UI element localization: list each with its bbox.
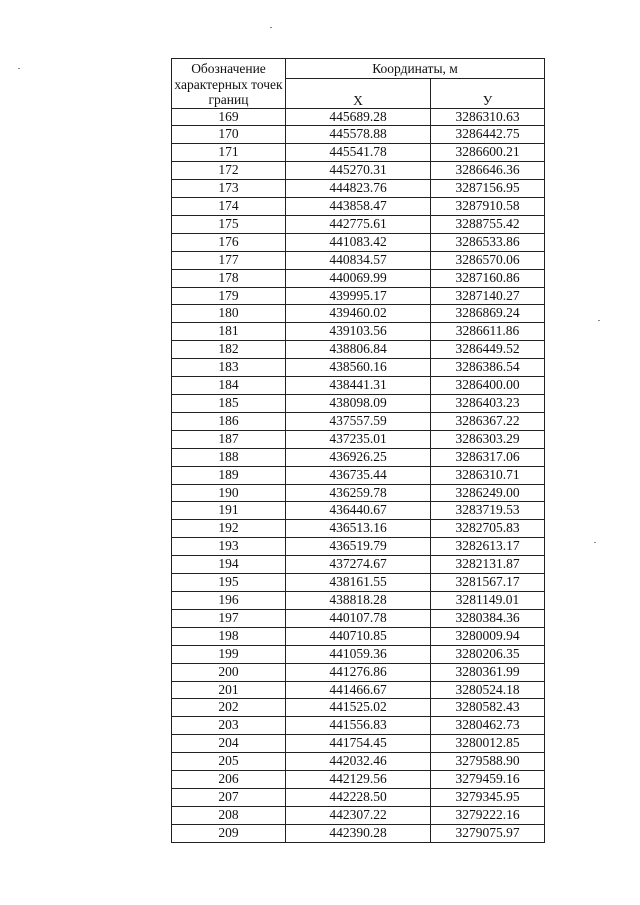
table-row [172,717,545,735]
table-row [172,502,545,520]
coord-x: 441525.02 [286,699,431,717]
point-number: 178 [172,269,286,287]
table-row [172,771,545,789]
table-row [172,108,545,126]
coord-y: 3282131.87 [431,556,545,574]
point-number: 193 [172,538,286,556]
coord-x: 439460.02 [286,305,431,323]
point-number: 184 [172,377,286,395]
coord-y: 3280206.35 [431,645,545,663]
point-number: 182 [172,341,286,359]
coord-x: 441083.42 [286,233,431,251]
coord-y: 3280462.73 [431,717,545,735]
coord-x: 445541.78 [286,144,431,162]
coord-x: 441556.83 [286,717,431,735]
table-row [172,520,545,538]
coord-x: 440710.85 [286,627,431,645]
table-row [172,484,545,502]
coord-y: 3281149.01 [431,591,545,609]
table-row [172,824,545,842]
point-number: 197 [172,609,286,627]
point-number: 195 [172,574,286,592]
coord-y: 3286600.21 [431,144,545,162]
point-number: 183 [172,359,286,377]
coord-y: 3280361.99 [431,663,545,681]
table-row [172,180,545,198]
coord-x: 442775.61 [286,215,431,233]
coord-x: 441276.86 [286,663,431,681]
table-row [172,144,545,162]
point-number: 204 [172,735,286,753]
table-row [172,556,545,574]
coord-x: 442390.28 [286,824,431,842]
table-row [172,287,545,305]
point-number: 181 [172,323,286,341]
coord-y: 3279222.16 [431,806,545,824]
header-point-label: Обозначение характерных точек границ [172,59,286,109]
coord-x: 438098.09 [286,395,431,413]
coord-y: 3279345.95 [431,788,545,806]
coord-x: 444823.76 [286,180,431,198]
table-row [172,448,545,466]
point-number: 203 [172,717,286,735]
point-number: 207 [172,788,286,806]
coord-x: 443858.47 [286,198,431,216]
table-row [172,538,545,556]
point-number: 192 [172,520,286,538]
coord-y: 3286310.71 [431,466,545,484]
coord-y: 3287156.95 [431,180,545,198]
coord-y: 3286449.52 [431,341,545,359]
table-row [172,609,545,627]
coord-x: 436926.25 [286,448,431,466]
table-row [172,251,545,269]
point-number: 205 [172,753,286,771]
coord-y: 3286533.86 [431,233,545,251]
table-row [172,681,545,699]
point-number: 174 [172,198,286,216]
point-number: 202 [172,699,286,717]
point-number: 196 [172,591,286,609]
coord-y: 3288755.42 [431,215,545,233]
coord-y: 3283719.53 [431,502,545,520]
table-row [172,359,545,377]
coord-x: 445270.31 [286,162,431,180]
coord-y: 3286403.23 [431,395,545,413]
point-number: 206 [172,771,286,789]
table-row [172,162,545,180]
coord-y: 3280524.18 [431,681,545,699]
point-number: 186 [172,412,286,430]
coord-y: 3281567.17 [431,574,545,592]
header-coordinates: Координаты, м [286,59,545,79]
coord-x: 437235.01 [286,430,431,448]
coord-x: 436735.44 [286,466,431,484]
boundary-coordinates-table [171,58,545,843]
coord-y: 3286386.54 [431,359,545,377]
table-row [172,126,545,144]
coord-y: 3279075.97 [431,824,545,842]
table-row [172,753,545,771]
coord-x: 441754.45 [286,735,431,753]
coord-x: 438806.84 [286,341,431,359]
point-number: 200 [172,663,286,681]
coord-y: 3286646.36 [431,162,545,180]
table-row [172,466,545,484]
table-row [172,412,545,430]
point-number: 191 [172,502,286,520]
coord-x: 440069.99 [286,269,431,287]
coord-y: 3280582.43 [431,699,545,717]
point-number: 179 [172,287,286,305]
table-row [172,663,545,681]
scan-speck [18,68,20,69]
point-number: 171 [172,144,286,162]
point-number: 177 [172,251,286,269]
coord-x: 441059.36 [286,645,431,663]
coord-y: 3287140.27 [431,287,545,305]
coord-x: 436513.16 [286,520,431,538]
table-row [172,574,545,592]
coord-y: 3282705.83 [431,520,545,538]
coord-x: 442129.56 [286,771,431,789]
point-number: 180 [172,305,286,323]
table-row [172,233,545,251]
coord-y: 3286317.06 [431,448,545,466]
point-number: 189 [172,466,286,484]
coord-x: 436259.78 [286,484,431,502]
coord-y: 3286442.75 [431,126,545,144]
table-row [172,305,545,323]
coord-y: 3280009.94 [431,627,545,645]
point-number: 185 [172,395,286,413]
coord-x: 436440.67 [286,502,431,520]
coord-x: 438161.55 [286,574,431,592]
table-row [172,215,545,233]
coord-x: 442032.46 [286,753,431,771]
table-row [172,627,545,645]
table-row [172,198,545,216]
coord-y: 3286869.24 [431,305,545,323]
header-row-group [172,59,545,79]
point-number: 190 [172,484,286,502]
coord-x: 439103.56 [286,323,431,341]
scan-speck [598,320,600,321]
coord-y: 3286303.29 [431,430,545,448]
coord-y: 3282613.17 [431,538,545,556]
scan-speck [270,27,272,28]
header-y: У [431,78,545,108]
coord-y: 3279459.16 [431,771,545,789]
coord-x: 445578.88 [286,126,431,144]
scan-speck [594,542,596,543]
point-number: 170 [172,126,286,144]
table-row [172,735,545,753]
table-row [172,323,545,341]
coord-y: 3286249.00 [431,484,545,502]
point-number: 173 [172,180,286,198]
coord-y: 3286367.22 [431,412,545,430]
table-row [172,430,545,448]
point-number: 175 [172,215,286,233]
table-row [172,645,545,663]
point-number: 188 [172,448,286,466]
coord-y: 3286310.63 [431,108,545,126]
coord-y: 3286611.86 [431,323,545,341]
point-number: 187 [172,430,286,448]
table-row [172,269,545,287]
coord-x: 438560.16 [286,359,431,377]
coord-x: 440107.78 [286,609,431,627]
coord-x: 436519.79 [286,538,431,556]
point-number: 199 [172,645,286,663]
table-body [172,108,545,842]
header-x: Х [286,78,431,108]
coord-x: 439995.17 [286,287,431,305]
point-number: 194 [172,556,286,574]
coord-y: 3287160.86 [431,269,545,287]
coord-x: 441466.67 [286,681,431,699]
coord-y: 3286400.00 [431,377,545,395]
point-number: 198 [172,627,286,645]
coord-x: 442228.50 [286,788,431,806]
coord-x: 437274.67 [286,556,431,574]
coord-y: 3286570.06 [431,251,545,269]
table-row [172,806,545,824]
coord-x: 440834.57 [286,251,431,269]
table-row [172,699,545,717]
table-row [172,377,545,395]
table-row [172,341,545,359]
point-number: 169 [172,108,286,126]
coord-x: 438818.28 [286,591,431,609]
coord-y: 3280012.85 [431,735,545,753]
coord-y: 3279588.90 [431,753,545,771]
table-row [172,395,545,413]
coord-x: 445689.28 [286,108,431,126]
point-number: 172 [172,162,286,180]
coord-x: 438441.31 [286,377,431,395]
point-number: 208 [172,806,286,824]
point-number: 201 [172,681,286,699]
coord-x: 442307.22 [286,806,431,824]
point-number: 209 [172,824,286,842]
coord-y: 3280384.36 [431,609,545,627]
table-row [172,591,545,609]
coord-y: 3287910.58 [431,198,545,216]
coord-x: 437557.59 [286,412,431,430]
table-row [172,788,545,806]
point-number: 176 [172,233,286,251]
coordinates-table-container [171,58,544,843]
